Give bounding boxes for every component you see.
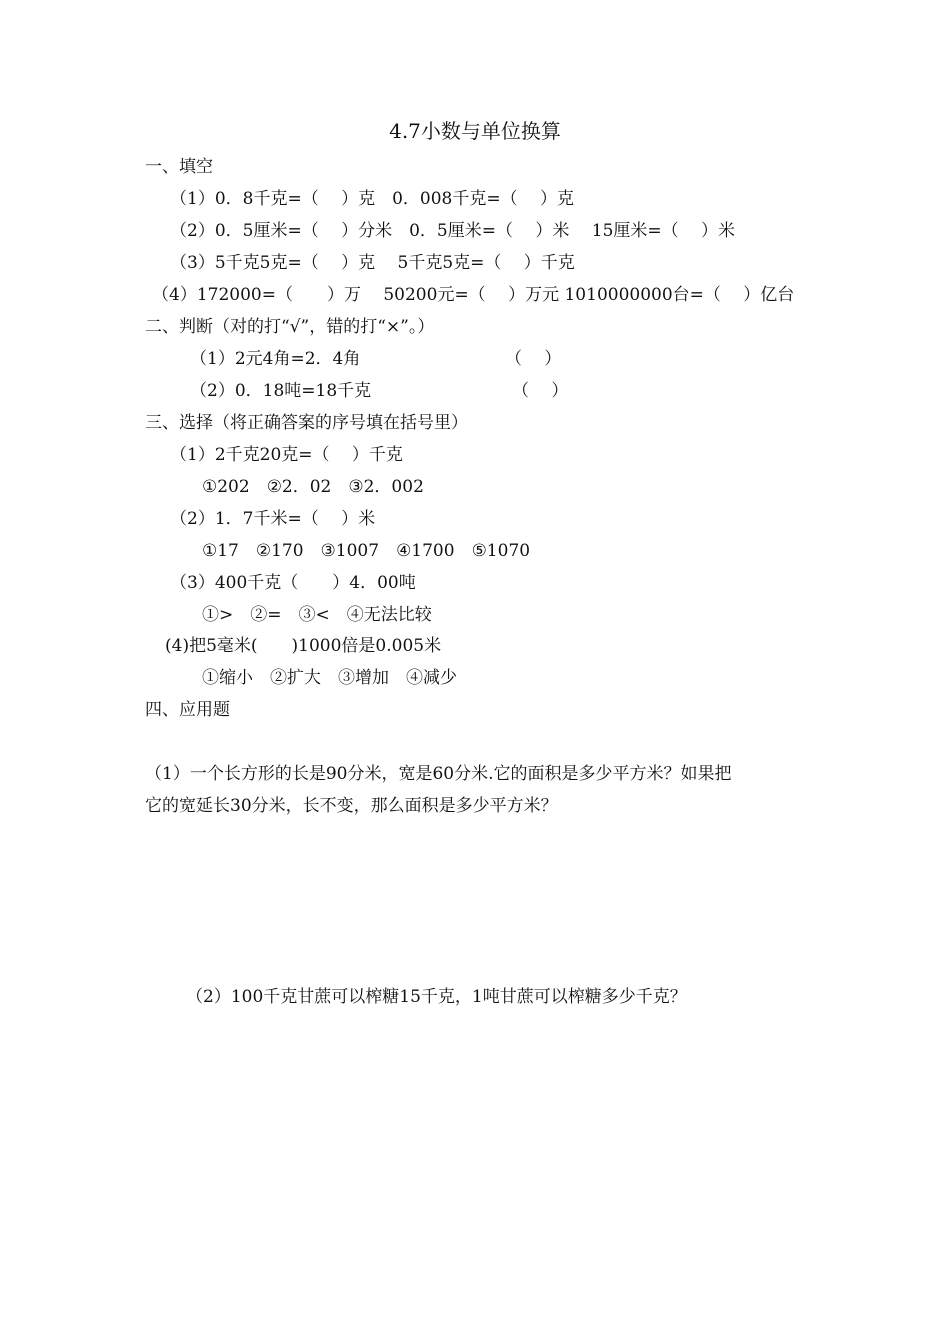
choice-2-options: ①17 ②170 ③1007 ④1700 ⑤1070: [202, 541, 531, 561]
choice-3-options: ①> ②= ③< ④无法比较: [202, 605, 432, 625]
fill-blank-item-3: （3）5千克5克=（ ）克 5千克5克=（ ）千克: [170, 253, 575, 273]
choice-2-stem: （2）1．7千米=（ ）米: [170, 509, 376, 529]
problem-2: （2）100千克甘蔗可以榨糖15千克，1吨甘蔗可以榨糖多少千克？: [186, 987, 687, 1007]
choice-4-options: ①缩小 ②扩大 ③增加 ④减少: [202, 668, 457, 688]
page-title: 4.7小数与单位换算: [389, 119, 561, 143]
judge-item-1-blank: （ ）: [505, 349, 562, 369]
choice-4-stem: (4)把5毫米( )1000倍是0.005米: [165, 636, 442, 656]
section2-heading: 二、判断（对的打“√”，错的打“×”。）: [145, 317, 435, 337]
fill-blank-item-4: （4）172000=（ ）万 50200元=（ ）万元 1010000000台=（ ）亿台: [152, 285, 795, 305]
judge-item-2-blank: （ ）: [512, 381, 569, 401]
problem-1-line-2: 它的宽延长30分米，长不变，那么面积是多少平方米？: [145, 796, 558, 816]
section3-heading: 三、选择（将正确答案的序号填在括号里）: [145, 413, 468, 433]
judge-item-1-text: （1）2元4角=2．4角: [190, 349, 361, 369]
choice-1-stem: （1）2千克20克=（ ）千克: [170, 445, 403, 465]
problem-1-line-1: （1）一个长方形的长是90分米，宽是60分米.它的面积是多少平方米？如果把: [145, 764, 732, 784]
choice-3-stem: （3）400千克（ ）4．00吨: [170, 573, 416, 593]
judge-item-2-text: （2）0．18吨=18千克: [190, 381, 372, 401]
section4-heading: 四、应用题: [145, 700, 230, 720]
choice-1-options: ①202 ②2．02 ③2．002: [202, 477, 424, 497]
fill-blank-item-1: （1）0．8千克=（ ）克 0．008千克=（ ）克: [170, 189, 575, 209]
fill-blank-item-2: （2）0．5厘米=（ ）分米 0．5厘米=（ ）米 15厘米=（ ）米: [170, 221, 736, 241]
section1-heading: 一、填空: [145, 157, 213, 177]
